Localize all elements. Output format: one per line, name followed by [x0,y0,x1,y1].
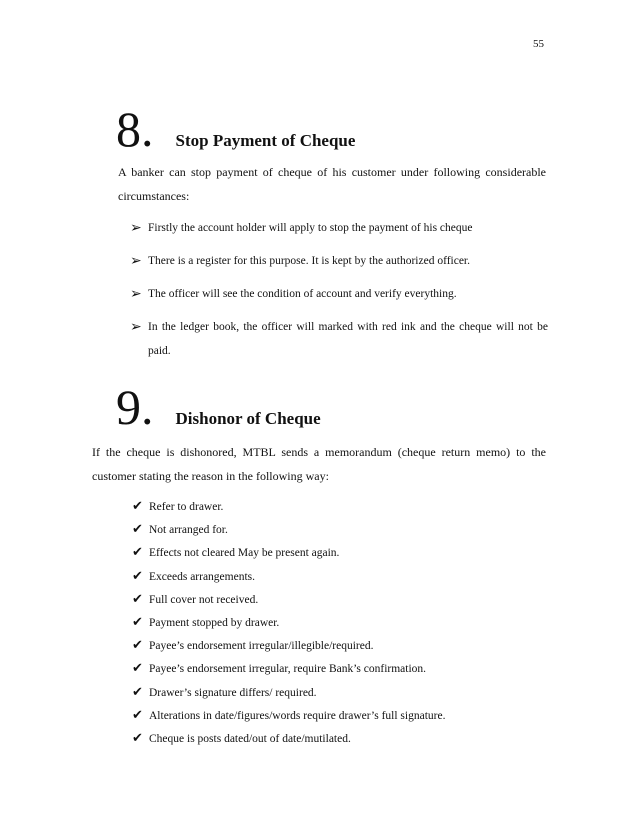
checkmark-icon: ✔ [132,730,143,746]
list-item [132,635,552,658]
section-8-heading [116,101,356,157]
section-9-number: 9. [116,379,154,435]
list-item-text: Payee’s endorsement irregular, require Bank’s confirmation. [149,663,427,676]
checkmark-icon: ✔ [132,545,143,561]
list-item-text: Drawer’s signature differs/ required. [149,686,317,699]
checkmark-icon: ✔ [132,568,143,584]
checkmark-icon: ✔ [132,522,143,538]
list-item [132,658,552,681]
list-item [132,566,552,589]
list-item-text: Not arranged for. [149,524,228,537]
list-item-text: There is a register for this purpose. It is kept by the authorized officer. [148,255,471,267]
checkmark-icon: ✔ [132,638,143,654]
list-item [130,315,548,363]
list-item-text: Firstly the account holder will apply to stop the payment of his cheque [148,222,473,234]
list-item-text: Alterations in date/figures/words require drawer’s full signature. [149,709,446,722]
section-8-number: 8. [116,101,154,157]
page-number: 55 [533,38,544,50]
list-item-text: The officer will see the condition of account and verify everything. [148,288,457,300]
list-item [132,612,552,635]
list-item [132,542,552,565]
arrow-bullet-icon: ➢ [130,319,142,335]
checkmark-icon: ✔ [132,591,143,607]
section-9-list [132,496,552,751]
list-item-text: In the ledger book, the officer will marked with red ink and the cheque will not be paid. [148,321,548,357]
checkmark-icon: ✔ [132,661,143,677]
section-9-heading [116,379,321,435]
list-item [130,282,548,306]
list-item-text: Full cover not received. [149,593,259,606]
checkmark-icon: ✔ [132,614,143,630]
list-item [130,216,548,240]
section-9-title: Dishonor of Cheque [175,409,321,428]
list-item [132,728,552,751]
checkmark-icon: ✔ [132,707,143,723]
section-8-intro: A banker can stop payment of cheque of his customer under following considerable circumstances: [118,165,546,203]
list-item-text: Cheque is posts dated/out of date/mutilated. [149,732,351,745]
checkmark-icon: ✔ [132,499,143,514]
list-item [132,682,552,705]
list-item [132,705,552,728]
arrow-bullet-icon: ➢ [130,220,142,236]
section-8-title: Stop Payment of Cheque [175,131,356,150]
list-item-text: Refer to drawer. [149,501,224,513]
arrow-bullet-icon: ➢ [130,286,142,302]
arrow-bullet-icon: ➢ [130,253,142,269]
list-item [130,249,548,273]
list-item [132,589,552,612]
section-8-list [130,216,548,372]
list-item-text: Payment stopped by drawer. [149,616,280,629]
checkmark-icon: ✔ [132,684,143,700]
section-9-intro: If the cheque is dishonored, MTBL sends a memorandum (cheque return memo) to the customer stating the reason in the following way: [92,445,546,483]
list-item-text: Exceeds arrangements. [149,570,256,583]
list-item-text: Effects not cleared May be present again. [149,547,340,560]
list-item-text: Payee’s endorsement irregular/illegible/required. [149,640,374,653]
list-item [132,519,552,542]
list-item [132,496,552,519]
